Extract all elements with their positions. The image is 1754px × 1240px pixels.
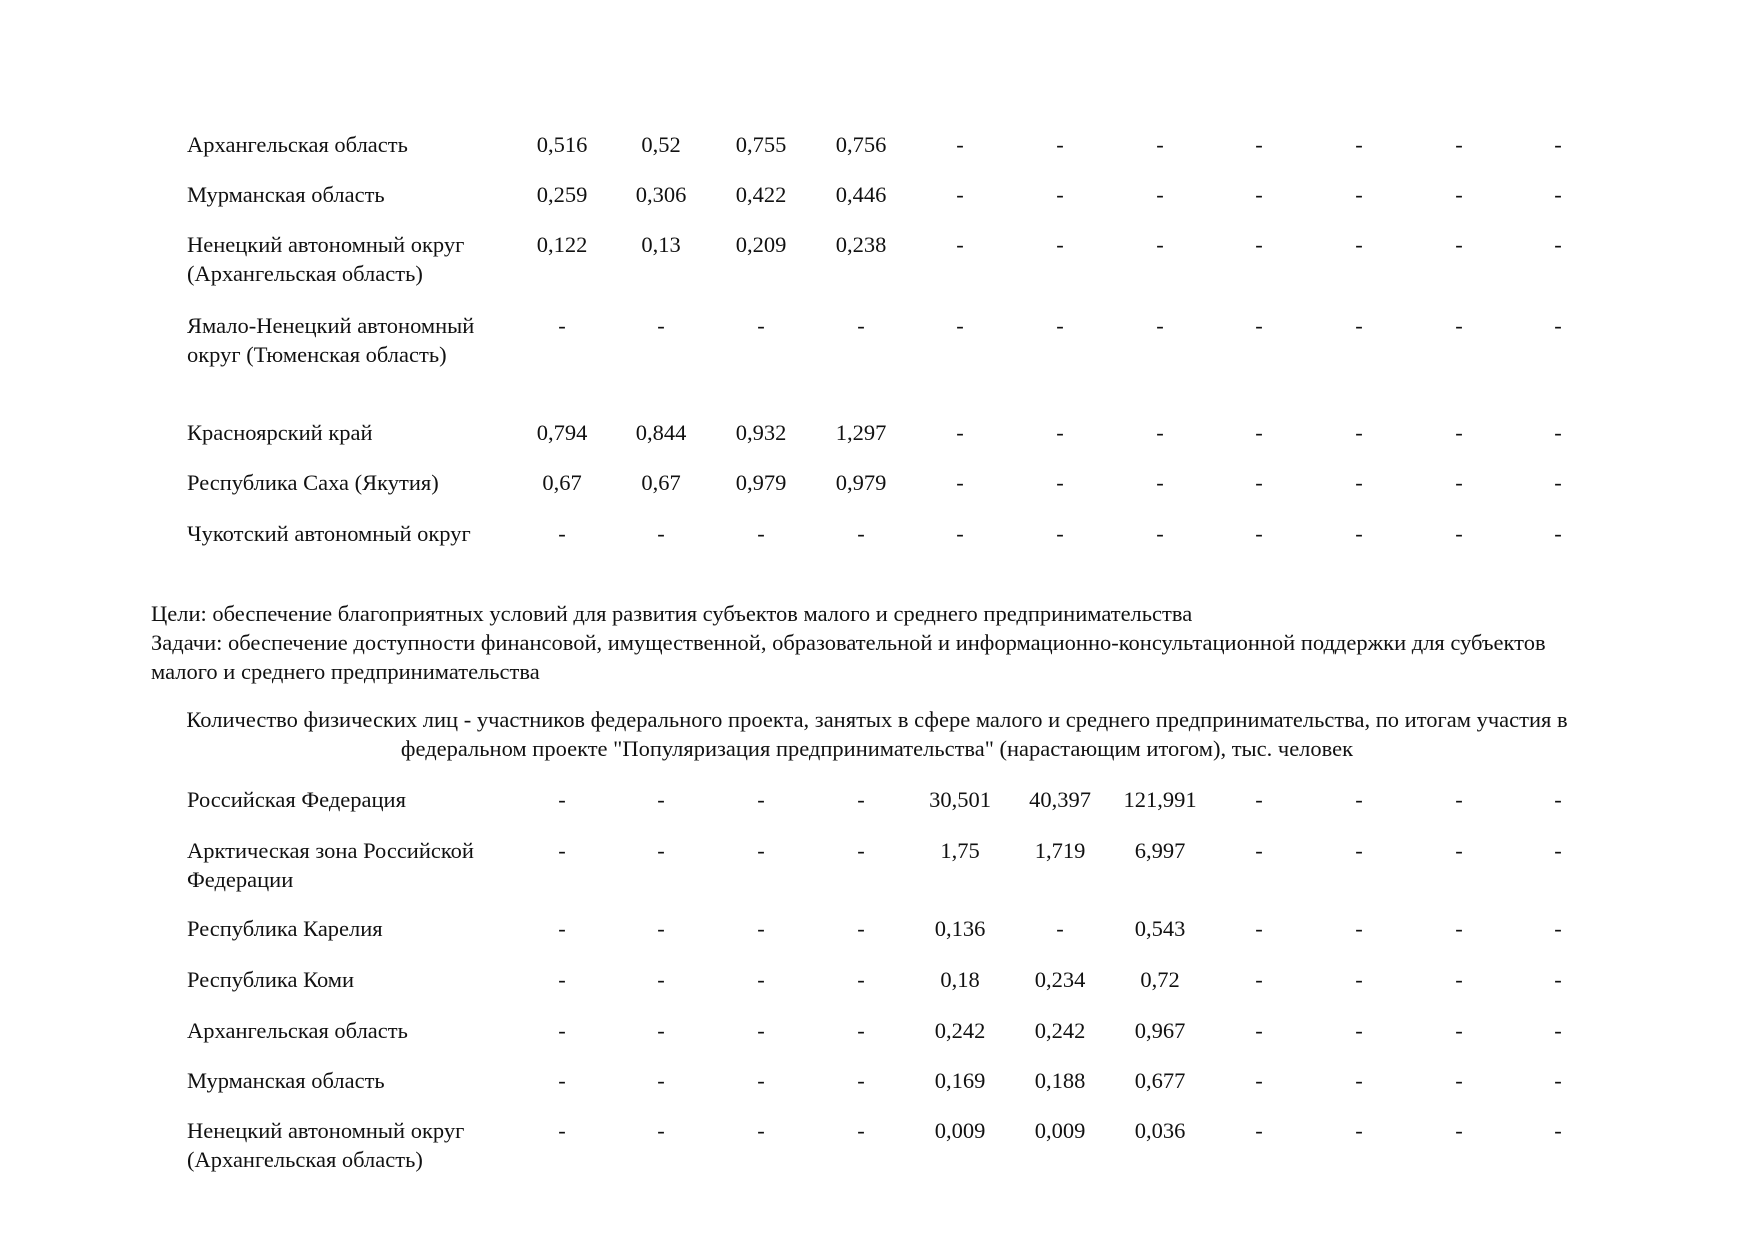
table-cell: 0,18 — [940, 967, 980, 992]
table-cell: - — [757, 521, 765, 546]
table-cell: - — [1554, 470, 1562, 495]
row-label: Архангельская область — [187, 132, 408, 157]
table-cell: - — [956, 521, 964, 546]
table-cell: - — [1554, 313, 1562, 338]
table-cell: 0,209 — [735, 232, 787, 257]
table-cell: 0,306 — [635, 182, 687, 207]
table-cell: - — [558, 521, 566, 546]
table-cell: - — [1156, 420, 1164, 445]
table-cell: - — [857, 313, 865, 338]
table-cell: - — [1255, 787, 1263, 812]
table-cell: - — [1255, 420, 1263, 445]
table-cell: - — [1355, 967, 1363, 992]
table-cell: - — [1056, 521, 1064, 546]
table-cell: - — [757, 916, 765, 941]
table-cell: - — [1156, 313, 1164, 338]
row-label: Архангельская область — [187, 1018, 408, 1043]
table-cell: - — [1255, 838, 1263, 863]
table-cell: - — [1554, 420, 1562, 445]
table-cell: - — [558, 1118, 566, 1143]
table-cell: 121,991 — [1123, 787, 1197, 812]
table-cell: - — [1355, 313, 1363, 338]
row-label: Российская Федерация — [187, 787, 406, 812]
table-cell: 0,188 — [1034, 1068, 1086, 1093]
table-cell: - — [757, 967, 765, 992]
table-cell: - — [956, 420, 964, 445]
table-cell: - — [1255, 916, 1263, 941]
table-cell: - — [1255, 313, 1263, 338]
table-cell: - — [1355, 420, 1363, 445]
table-cell: 0,67 — [542, 470, 582, 495]
table-cell: - — [1554, 916, 1562, 941]
table-cell: - — [857, 1118, 865, 1143]
table-cell: - — [657, 313, 665, 338]
table-cell: - — [558, 967, 566, 992]
table-cell: - — [1554, 182, 1562, 207]
table-cell: 1,75 — [940, 838, 980, 863]
table-cell: 0,422 — [735, 182, 787, 207]
table-cell: - — [1355, 470, 1363, 495]
table-cell: - — [1056, 420, 1064, 445]
table-cell: 1,719 — [1034, 838, 1086, 863]
table-cell: - — [1455, 420, 1463, 445]
table-cell: 6,997 — [1134, 838, 1186, 863]
table-cell: 0,242 — [1034, 1018, 1086, 1043]
table-cell: 0,009 — [1034, 1118, 1086, 1143]
table-cell: 30,501 — [929, 787, 991, 812]
row-label: Чукотский автономный округ — [187, 521, 471, 546]
row-label: Мурманская область — [187, 1068, 385, 1093]
table-cell: - — [657, 521, 665, 546]
table-cell: - — [1156, 232, 1164, 257]
table-cell: 0,67 — [641, 470, 681, 495]
table-cell: - — [1554, 787, 1562, 812]
table-cell: - — [657, 1118, 665, 1143]
table-cell: - — [1255, 470, 1263, 495]
table-cell: - — [1355, 916, 1363, 941]
table-cell: 0,979 — [735, 470, 787, 495]
table-cell: - — [1554, 967, 1562, 992]
table-cell: - — [1255, 232, 1263, 257]
table-cell: 0,755 — [735, 132, 787, 157]
table-cell: - — [1255, 967, 1263, 992]
table-cell: 0,169 — [934, 1068, 986, 1093]
table-cell: 0,794 — [536, 420, 588, 445]
table-cell: - — [956, 313, 964, 338]
goals-text: Цели: обеспечение благоприятных условий для развития субъектов малого и среднего предпринимательства — [151, 601, 1193, 626]
table-cell: - — [1255, 182, 1263, 207]
row-label: Республика Саха (Якутия) — [187, 470, 439, 495]
table-cell: - — [1056, 313, 1064, 338]
table-cell: - — [956, 182, 964, 207]
table-cell: - — [857, 838, 865, 863]
table-cell: 0,516 — [536, 132, 588, 157]
table-cell: - — [1355, 1068, 1363, 1093]
table-cell: - — [1255, 132, 1263, 157]
table-cell: 0,932 — [735, 420, 787, 445]
table-cell: - — [1156, 182, 1164, 207]
table-cell: - — [1355, 521, 1363, 546]
table-cell: - — [1355, 232, 1363, 257]
table-cell: 0,036 — [1134, 1118, 1186, 1143]
table-cell: - — [1455, 787, 1463, 812]
table-cell: - — [1156, 470, 1164, 495]
table-cell: - — [558, 838, 566, 863]
table-cell: - — [657, 1068, 665, 1093]
table-cell: - — [657, 916, 665, 941]
table-cell: 0,756 — [835, 132, 887, 157]
table-cell: - — [1355, 182, 1363, 207]
row-label: Ямало-Ненецкий автономный округ (Тюменская область) — [187, 313, 475, 367]
table-cell: - — [956, 470, 964, 495]
row-label: Мурманская область — [187, 182, 385, 207]
table-cell: 0,967 — [1134, 1018, 1186, 1043]
table-cell: - — [657, 787, 665, 812]
table-cell: - — [1455, 521, 1463, 546]
tasks-text: Задачи: обеспечение доступности финансовой, имущественной, образовательной и информационно-консультационной поддержки для субъектов малого и среднего предпринимательства — [151, 630, 1546, 684]
table-cell: - — [1455, 232, 1463, 257]
table-cell: 0,677 — [1134, 1068, 1186, 1093]
table-cell: - — [1355, 1018, 1363, 1043]
table-cell: - — [1056, 232, 1064, 257]
table-cell: - — [1455, 1118, 1463, 1143]
table-cell: 0,979 — [835, 470, 887, 495]
table-cell: - — [1056, 470, 1064, 495]
table-cell: - — [1255, 521, 1263, 546]
table-cell: - — [757, 1118, 765, 1143]
table-cell: - — [757, 1068, 765, 1093]
table-cell: - — [956, 232, 964, 257]
table-cell: 0,009 — [934, 1118, 986, 1143]
table-cell: - — [657, 838, 665, 863]
table-cell: 0,259 — [536, 182, 588, 207]
table-cell: - — [1056, 182, 1064, 207]
row-label: Красноярский край — [187, 420, 373, 445]
table-cell: 0,844 — [635, 420, 687, 445]
row-label: Республика Карелия — [187, 916, 383, 941]
table-cell: 40,397 — [1029, 787, 1091, 812]
table-cell: - — [857, 1068, 865, 1093]
table-cell: - — [1455, 1018, 1463, 1043]
table-cell: - — [1554, 1118, 1562, 1143]
table-cell: - — [1255, 1018, 1263, 1043]
table-cell: - — [1554, 838, 1562, 863]
table-cell: - — [1255, 1068, 1263, 1093]
table-cell: - — [1355, 838, 1363, 863]
table-cell: - — [1455, 182, 1463, 207]
table-cell: - — [956, 132, 964, 157]
table-cell: - — [857, 1018, 865, 1043]
table-cell: 0,446 — [835, 182, 887, 207]
table-cell: - — [1554, 132, 1562, 157]
table-cell: - — [1455, 916, 1463, 941]
table-cell: 0,543 — [1134, 916, 1186, 941]
table-cell: - — [1455, 838, 1463, 863]
table-cell: - — [1554, 521, 1562, 546]
table-cell: - — [558, 313, 566, 338]
table-cell: - — [1455, 470, 1463, 495]
table-cell: - — [757, 313, 765, 338]
table-cell: - — [1554, 232, 1562, 257]
table-cell: - — [857, 521, 865, 546]
table-cell: 0,136 — [934, 916, 986, 941]
indicator-title: Количество физических лиц - участников федерального проекта, занятых в сфере малого и среднего предпринимательства, по итогам участия в федеральном проекте "Популяризация предпринимательства" (нарастающим итогом), тыс. человек — [186, 707, 1568, 761]
table-cell: - — [1455, 313, 1463, 338]
table-cell: - — [1355, 1118, 1363, 1143]
table-cell: - — [757, 1018, 765, 1043]
table-cell: - — [1156, 132, 1164, 157]
table-cell: 0,234 — [1034, 967, 1086, 992]
table-cell: - — [1554, 1068, 1562, 1093]
table-cell: - — [558, 1018, 566, 1043]
table-cell: - — [1355, 132, 1363, 157]
table-cell: 0,52 — [641, 132, 681, 157]
table-cell: - — [1455, 967, 1463, 992]
row-label: Республика Коми — [187, 967, 355, 992]
table-cell: - — [1056, 132, 1064, 157]
table-cell: - — [657, 1018, 665, 1043]
table-cell: - — [857, 967, 865, 992]
table-cell: - — [1554, 1018, 1562, 1043]
table-cell: - — [1255, 1118, 1263, 1143]
table-cell: - — [558, 1068, 566, 1093]
table-cell: - — [1455, 132, 1463, 157]
table-cell: - — [558, 787, 566, 812]
table-cell: 0,238 — [835, 232, 887, 257]
table-cell: 0,242 — [934, 1018, 986, 1043]
table-cell: 0,122 — [536, 232, 588, 257]
table-cell: - — [757, 787, 765, 812]
table-cell: - — [1056, 916, 1064, 941]
table-cell: - — [1455, 1068, 1463, 1093]
table-cell: - — [558, 916, 566, 941]
table-cell: 0,13 — [641, 232, 681, 257]
table-cell: - — [657, 967, 665, 992]
table-cell: - — [1156, 521, 1164, 546]
table-cell: - — [857, 787, 865, 812]
table-cell: 0,72 — [1140, 967, 1180, 992]
table-cell: - — [857, 916, 865, 941]
table-cell: - — [757, 838, 765, 863]
table-cell: - — [1355, 787, 1363, 812]
row-label: Ненецкий автономный округ (Архангельская область) — [187, 232, 465, 286]
row-label: Арктическая зона Российской Федерации — [187, 838, 474, 892]
table-cell: 1,297 — [835, 420, 887, 445]
row-label: Ненецкий автономный округ (Архангельская область) — [187, 1118, 465, 1172]
